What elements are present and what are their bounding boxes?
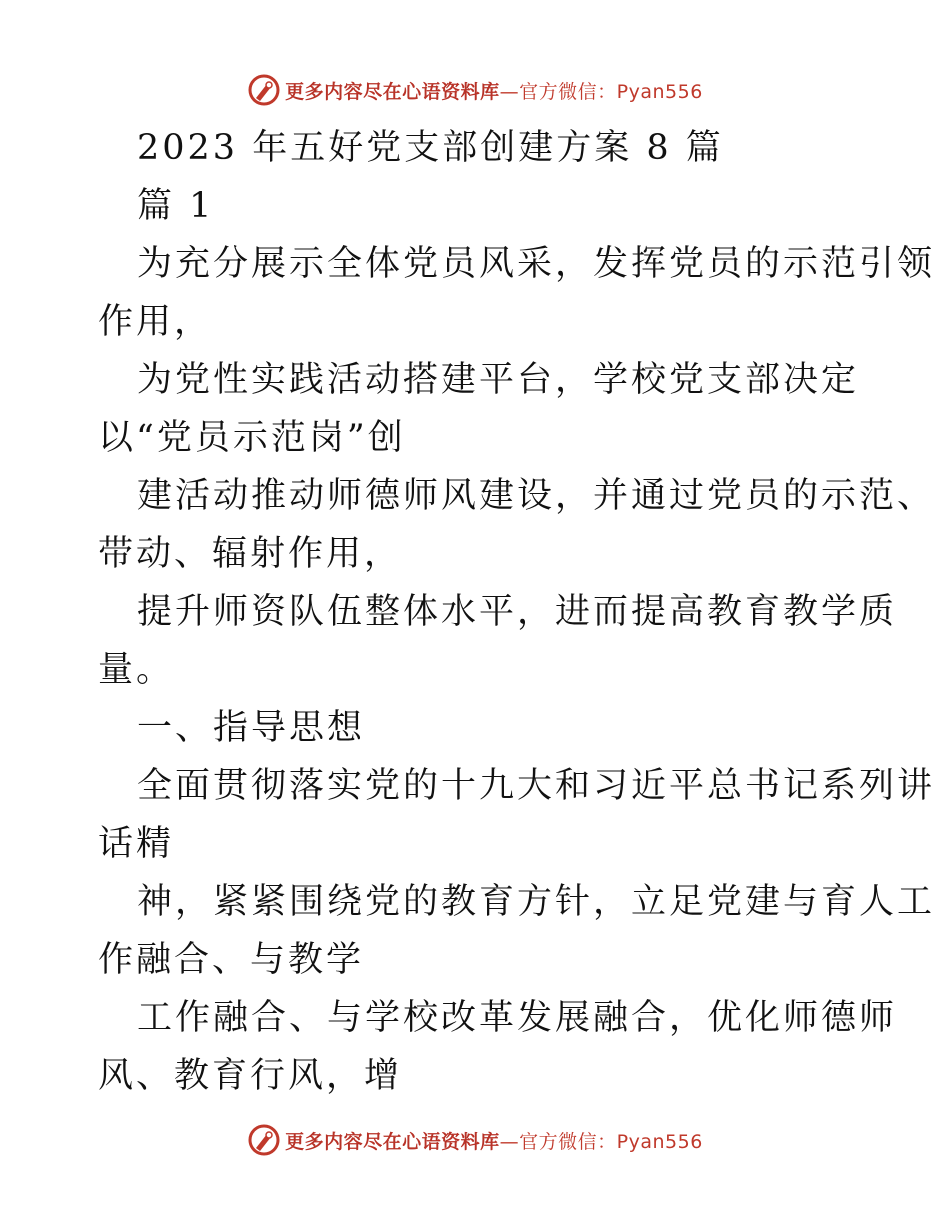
watermark-text — [285, 1127, 703, 1154]
watermark-banner-bottom — [0, 1120, 950, 1160]
document-title: 2023 年五好党支部创建方案 8 篇 — [137, 128, 724, 168]
paragraph-line: 作用， — [98, 302, 213, 342]
paragraph-line: 话精 — [98, 824, 175, 864]
watermark-site-text: 更多内容尽在心语资料库 — [285, 1130, 500, 1153]
paragraph-line: 以“党员示范岗”创 — [98, 418, 406, 458]
watermark-site-text: 更多内容尽在心语资料库 — [285, 80, 500, 103]
section-heading: 篇 1 — [137, 186, 215, 226]
paragraph-line: 全面贯彻落实党的十九大和习近平总书记系列讲 — [137, 766, 936, 806]
paragraph-line: 为党性实践活动搭建平台，学校党支部决定 — [137, 360, 860, 400]
watermark-wechat-text: 官方微信：Pyan556 — [519, 1130, 703, 1153]
pen-logo-icon — [247, 1123, 281, 1157]
paragraph-line: 风、教育行风，增 — [98, 1056, 403, 1096]
paragraph-line: 神，紧紧围绕党的教育方针，立足党建与育人工 — [137, 882, 936, 922]
watermark-separator: — — [499, 80, 520, 103]
paragraph-line: 作融合、与教学 — [98, 940, 365, 980]
paragraph-line: 带动、辐射作用， — [98, 534, 403, 574]
paragraph-line: 工作融合、与学校改革发展融合，优化师德师 — [137, 998, 898, 1038]
watermark-separator: — — [499, 1130, 520, 1153]
paragraph-line: 量。 — [98, 650, 175, 690]
section-heading: 一、指导思想 — [137, 708, 366, 748]
paragraph-line: 建活动推动师德师风建设，并通过党员的示范、 — [137, 476, 936, 516]
watermark-wechat-text: 官方微信：Pyan556 — [519, 80, 703, 103]
paragraph-line: 为充分展示全体党员风采，发挥党员的示范引领 — [137, 244, 936, 284]
paragraph-line: 提升师资队伍整体水平，进而提高教育教学质 — [137, 592, 898, 632]
